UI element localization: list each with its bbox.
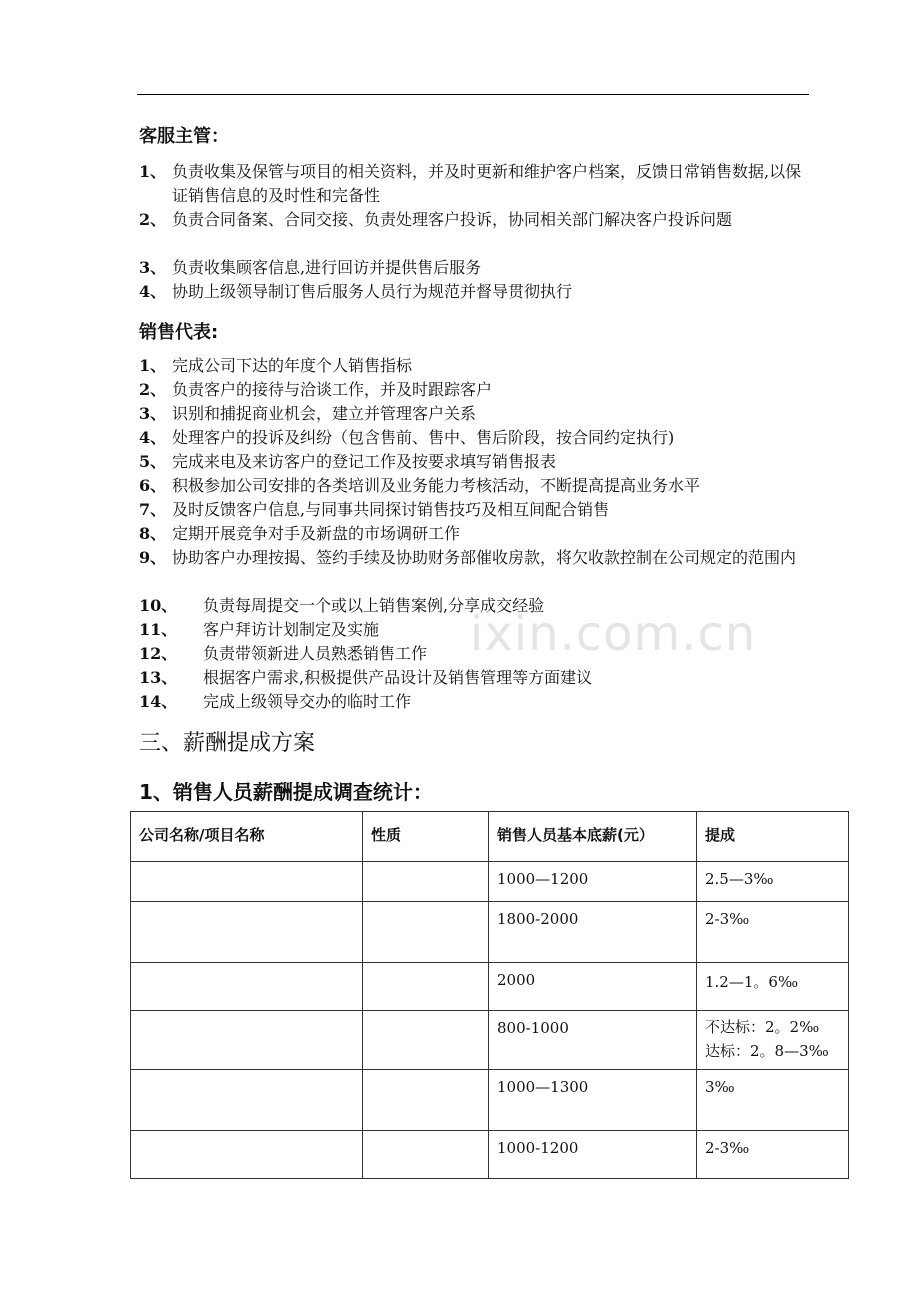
table-cell: 2-3‰ bbox=[697, 902, 849, 963]
table-row bbox=[131, 902, 849, 963]
table-cell bbox=[363, 963, 489, 1011]
item-number: 11、 bbox=[139, 620, 178, 639]
item-number: 9、 bbox=[139, 548, 167, 567]
table-cell bbox=[131, 1011, 363, 1070]
table-row bbox=[131, 1011, 849, 1070]
table-cell: 2-3‰ bbox=[697, 1131, 849, 1179]
item-number: 4、 bbox=[139, 428, 167, 447]
list-item bbox=[139, 498, 811, 522]
item-number: 3、 bbox=[139, 258, 167, 277]
item-text: 负责收集及保管与项目的相关资料，并及时更新和维护客户档案，反馈日常销售数据,以保证销售信息的及时性和完备性 bbox=[172, 162, 802, 205]
column-header: 公司名称/项目名称 bbox=[131, 812, 363, 862]
item-number: 6、 bbox=[139, 476, 167, 495]
list-item bbox=[139, 546, 811, 570]
item-text: 完成来电及来访客户的登记工作及按要求填写销售报表 bbox=[172, 452, 557, 471]
table-cell: 800-1000 bbox=[489, 1011, 697, 1070]
column-header: 销售人员基本底薪(元） bbox=[489, 812, 697, 862]
list-item bbox=[139, 160, 811, 208]
item-number: 2、 bbox=[139, 210, 167, 229]
list-item bbox=[139, 690, 811, 714]
table-cell bbox=[363, 862, 489, 902]
list-item bbox=[139, 354, 811, 378]
table-row bbox=[131, 1131, 849, 1179]
item-text: 协助上级领导制订售后服务人员行为规范并督导贯彻执行 bbox=[172, 282, 573, 301]
item-number: 14、 bbox=[139, 692, 178, 711]
item-number: 5、 bbox=[139, 452, 167, 471]
list-item bbox=[139, 208, 811, 232]
item-number: 1、 bbox=[139, 162, 167, 181]
list-item bbox=[139, 256, 811, 280]
item-text: 负责每周提交一个或以上销售案例,分享成交经验 bbox=[203, 596, 545, 615]
item-text: 积极参加公司安排的各类培训及业务能力考核活动，不断提高提高业务水平 bbox=[172, 476, 701, 495]
item-number: 3、 bbox=[139, 404, 167, 423]
table-cell: 1000—1300 bbox=[489, 1070, 697, 1131]
column-header: 性质 bbox=[363, 812, 489, 862]
item-text: 负责客户的接待与洽谈工作，并及时跟踪客户 bbox=[172, 380, 493, 399]
item-number: 4、 bbox=[139, 282, 167, 301]
item-number: 7、 bbox=[139, 500, 167, 519]
heading-service-supervisor: 客服主管： bbox=[139, 126, 229, 147]
list-item bbox=[139, 426, 811, 450]
subsection-title: 1、销售人员薪酬提成调查统计： bbox=[139, 780, 433, 804]
table-row bbox=[131, 963, 849, 1011]
table-cell bbox=[363, 902, 489, 963]
column-header: 提成 bbox=[697, 812, 849, 862]
list-item bbox=[139, 522, 811, 546]
table-cell bbox=[131, 1131, 363, 1179]
watermark: ixin.com.cn bbox=[470, 606, 757, 662]
table-cell bbox=[363, 1070, 489, 1131]
header-rule bbox=[137, 94, 809, 95]
table-cell: 1000-1200 bbox=[489, 1131, 697, 1179]
item-number: 2、 bbox=[139, 380, 167, 399]
list-item bbox=[139, 378, 811, 402]
table-header-row bbox=[131, 812, 849, 862]
item-text: 负责带领新进人员熟悉销售工作 bbox=[203, 644, 428, 663]
table-cell bbox=[131, 902, 363, 963]
item-text: 定期开展竞争对手及新盘的市场调研工作 bbox=[172, 524, 461, 543]
table-cell: 2.5—3‰ bbox=[697, 862, 849, 902]
table-cell bbox=[131, 1070, 363, 1131]
table-cell: 1.2—1。6‰ bbox=[697, 963, 849, 1011]
item-text: 客户拜访计划制定及实施 bbox=[203, 620, 380, 639]
item-number: 1、 bbox=[139, 356, 167, 375]
item-text: 负责合同备案、合同交接、负责处理客户投诉，协同相关部门解决客户投诉问题 bbox=[172, 210, 733, 229]
item-number: 13、 bbox=[139, 668, 178, 687]
table-row bbox=[131, 1070, 849, 1131]
table-cell bbox=[363, 1011, 489, 1070]
item-number: 12、 bbox=[139, 644, 178, 663]
table-cell bbox=[131, 862, 363, 902]
list-item bbox=[139, 402, 811, 426]
list-item bbox=[139, 280, 811, 304]
salary-commission-table bbox=[130, 811, 849, 1179]
list-item bbox=[139, 474, 811, 498]
item-text: 协助客户办理按揭、签约手续及协助财务部催收房款，将欠收款控制在公司规定的范围内 bbox=[172, 548, 797, 567]
item-text: 负责收集顾客信息,进行回访并提供售后服务 bbox=[172, 258, 482, 277]
item-text: 完成上级领导交办的临时工作 bbox=[203, 692, 412, 711]
heading-sales-rep: 销售代表: bbox=[139, 322, 219, 343]
item-text: 根据客户需求,积极提供产品设计及销售管理等方面建议 bbox=[203, 668, 593, 687]
item-number: 10、 bbox=[139, 596, 178, 615]
table-cell: 1000—1200 bbox=[489, 862, 697, 902]
table-row bbox=[131, 862, 849, 902]
table-cell: 2000 bbox=[489, 963, 697, 1011]
table-cell bbox=[131, 963, 363, 1011]
table-cell: 不达标：2。2‰ 达标：2。8—3‰ bbox=[697, 1011, 849, 1070]
item-number: 8、 bbox=[139, 524, 167, 543]
item-text: 处理客户的投诉及纠纷（包含售前、售中、售后阶段，按合同约定执行) bbox=[172, 428, 675, 447]
table-cell: 1800-2000 bbox=[489, 902, 697, 963]
item-text: 完成公司下达的年度个人销售指标 bbox=[172, 356, 413, 375]
item-text: 识别和捕捉商业机会，建立并管理客户关系 bbox=[172, 404, 477, 423]
item-text: 及时反馈客户信息,与同事共同探讨销售技巧及相互间配合销售 bbox=[172, 500, 610, 519]
list-item bbox=[139, 450, 811, 474]
table-cell: 3‰ bbox=[697, 1070, 849, 1131]
section-title: 三、薪酬提成方案 bbox=[139, 731, 316, 756]
list-item bbox=[139, 666, 811, 690]
table-cell bbox=[363, 1131, 489, 1179]
